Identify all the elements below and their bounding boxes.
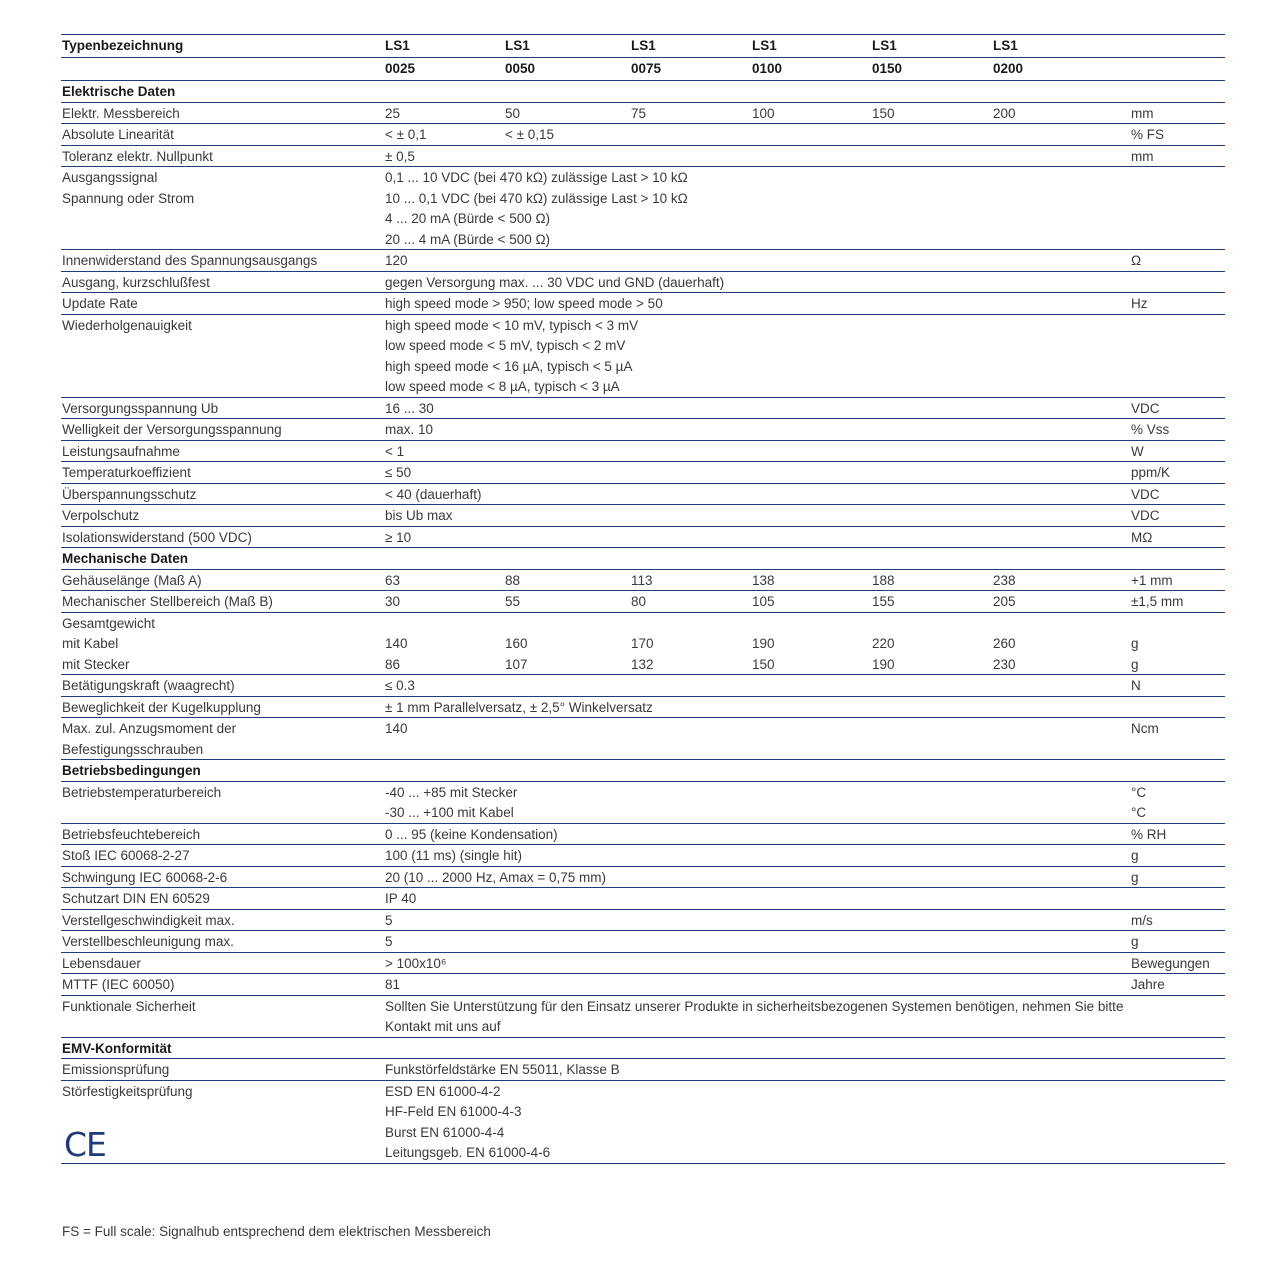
row-value: high speed mode < 16 µA, typisch < 5 µA	[385, 358, 633, 374]
row-value: 140	[385, 636, 408, 651]
table-row	[61, 124, 1225, 146]
table-row	[61, 441, 1225, 463]
row-unit: g	[1131, 848, 1139, 863]
section-header	[61, 548, 1225, 570]
header-model: 0050	[505, 61, 536, 76]
row-value: 0,1 ... 10 VDC (bei 470 kΩ) zulässige Last > 10 kΩ	[385, 170, 688, 185]
table-row	[61, 675, 1225, 697]
table-row	[61, 103, 1225, 125]
header-model: 0025	[385, 61, 416, 76]
row-label: Toleranz elektr. Nullpunkt	[62, 148, 213, 164]
row-value: 190	[872, 656, 895, 672]
row-value: 100 (11 ms) (single hit)	[385, 848, 523, 863]
row-label: Update Rate	[62, 296, 138, 311]
row-unit: g	[1131, 934, 1139, 949]
row-value: 113	[631, 572, 653, 588]
header-label: Typenbezeichnung	[62, 38, 184, 53]
row-value: ≤ 50	[385, 465, 412, 480]
row-value: 132	[631, 656, 654, 672]
table-body	[61, 81, 1225, 1164]
row-unit: % FS	[1131, 127, 1165, 142]
row-label: Betätigungskraft (waagrecht)	[62, 678, 235, 693]
row-unit: m/s	[1131, 912, 1153, 928]
table-row	[61, 718, 1225, 760]
row-unit: % Vss	[1131, 422, 1170, 437]
row-value: 5	[385, 934, 393, 949]
row-unit: g	[1131, 869, 1139, 885]
row-label: Störfestigkeitsprüfung	[62, 1083, 193, 1099]
row-value: bis Ub max	[385, 508, 453, 523]
row-value: 25	[385, 105, 401, 121]
table-row	[61, 293, 1225, 315]
row-label: Befestigungsschrauben	[62, 741, 204, 757]
row-value: max. 10	[385, 422, 434, 437]
table-row	[61, 505, 1225, 527]
row-value: 30	[385, 594, 401, 609]
row-value: 120	[385, 253, 408, 268]
row-value: Funkstörfeldstärke EN 55011, Klasse B	[385, 1062, 620, 1077]
row-value: 230	[993, 656, 1016, 672]
table-row	[61, 953, 1225, 975]
row-label: Absolute Linearität	[62, 127, 174, 142]
row-label: Max. zul. Anzugsmoment der	[62, 721, 237, 736]
row-label: Mechanischer Stellbereich (Maß B)	[62, 594, 273, 609]
row-unit: W	[1131, 443, 1144, 459]
row-value: ± 0,5	[385, 148, 415, 164]
row-label: Gehäuselänge (Maß A)	[62, 572, 202, 588]
row-value: ≤ 0.3	[385, 678, 415, 693]
table-row	[61, 570, 1225, 592]
ce-mark-text: CE	[64, 1128, 106, 1159]
row-value: 81	[385, 977, 401, 992]
row-value: 155	[872, 594, 895, 609]
row-unit: g	[1131, 636, 1139, 651]
row-value: 88	[505, 572, 521, 588]
table-row	[61, 527, 1225, 549]
row-label: Beweglichkeit der Kugelkupplung	[62, 699, 261, 715]
row-value: 16 ... 30	[385, 400, 434, 416]
row-unit: mm	[1131, 148, 1154, 164]
row-label: Temperaturkoeffizient	[62, 465, 191, 480]
row-value: 20 (10 ... 2000 Hz, Amax = 0,75 mm)	[385, 869, 606, 885]
table-row	[61, 167, 1225, 250]
table-row	[61, 1081, 1225, 1164]
row-label: Ausgangssignal	[62, 170, 158, 185]
row-unit: °C	[1131, 805, 1147, 820]
row-unit: VDC	[1131, 508, 1160, 523]
row-value: 105	[752, 594, 775, 609]
row-value: 100	[752, 105, 775, 121]
section-title: Betriebsbedingungen	[62, 763, 201, 778]
row-value: 140	[385, 721, 408, 736]
row-value: IP 40	[385, 891, 417, 906]
header-prefix: LS1	[385, 38, 410, 53]
header-model: 0200	[993, 61, 1024, 76]
table-row	[61, 1059, 1225, 1081]
row-label: Gesamtgewicht	[62, 615, 156, 631]
row-value: < 1	[385, 443, 405, 459]
row-value: 5	[385, 912, 393, 928]
row-value: Sollten Sie Unterstützung für den Einsatz unserer Produkte in sicherheitsbezogenen Systemen benötigen, nehmen Sie bitte	[385, 998, 1124, 1014]
row-label: Überspannungsschutz	[62, 486, 197, 502]
row-value: 200	[993, 105, 1016, 121]
table-row	[61, 272, 1225, 294]
row-value: 138	[752, 572, 775, 588]
header-prefix: LS1	[993, 38, 1018, 53]
row-value: 50	[505, 105, 521, 121]
table-row	[61, 462, 1225, 484]
ce-mark-icon	[64, 1129, 106, 1159]
footnote: FS = Full scale: Signalhub entsprechend dem elektrischen Messbereich	[62, 1224, 491, 1239]
section-title: Elektrische Daten	[62, 84, 176, 99]
row-label: Schutzart DIN EN 60529	[62, 891, 210, 906]
row-value: 107	[505, 656, 528, 672]
row-value: 170	[631, 636, 654, 651]
row-value: ± 1 mm Parallelversatz, ± 2,5° Winkelversatz	[385, 699, 653, 715]
row-label: Lebensdauer	[62, 955, 141, 971]
row-label: Wiederholgenauigkeit	[62, 317, 192, 333]
row-unit: VDC	[1131, 400, 1160, 416]
row-value: high speed mode < 10 mV, typisch < 3 mV	[385, 317, 639, 333]
row-unit: Bewegungen	[1131, 955, 1210, 971]
header-row-models	[61, 57, 1225, 81]
row-label: MTTF (IEC 60050)	[62, 977, 175, 992]
table-row	[61, 824, 1225, 846]
row-label: Welligkeit der Versorgungsspannung	[62, 422, 282, 437]
header-row-type	[61, 34, 1225, 57]
row-value: low speed mode < 5 mV, typisch < 2 mV	[385, 338, 626, 353]
row-label: Betriebsfeuchtebereich	[62, 826, 201, 842]
header-model: 0150	[872, 61, 903, 76]
spec-table	[61, 34, 1225, 1164]
row-value: 205	[993, 594, 1016, 609]
row-value: HF-Feld EN 61000-4-3	[385, 1104, 522, 1119]
row-label: Schwingung IEC 60068-2-6	[62, 869, 228, 885]
header-prefix: LS1	[505, 38, 530, 53]
row-label: Emissionsprüfung	[62, 1062, 170, 1077]
row-unit: Ω	[1131, 253, 1142, 268]
row-value: < 40 (dauerhaft)	[385, 486, 482, 502]
row-unit: Ncm	[1131, 721, 1159, 736]
row-label: Leistungsaufnahme	[62, 443, 180, 459]
table-row	[61, 613, 1225, 676]
row-value: 220	[872, 636, 895, 651]
row-value: -40 ... +85 mit Stecker	[385, 784, 518, 800]
row-value: gegen Versorgung max. ... 30 VDC und GND (dauerhaft)	[385, 274, 725, 290]
row-label: Stoß IEC 60068-2-27	[62, 848, 190, 863]
table-row	[61, 398, 1225, 420]
row-value: low speed mode < 8 µA, typisch < 3 µA	[385, 379, 620, 394]
row-value: 86	[385, 656, 401, 672]
row-unit: g	[1131, 656, 1139, 672]
row-value: ESD EN 61000-4-2	[385, 1083, 501, 1099]
row-unit: ±1,5 mm	[1131, 594, 1184, 609]
table-row	[61, 591, 1225, 613]
row-label: Verstellgeschwindigkeit max.	[62, 912, 235, 928]
row-unit: Jahre	[1131, 977, 1165, 992]
row-unit: N	[1131, 678, 1141, 693]
row-value: 80	[631, 594, 647, 609]
row-unit: MΩ	[1131, 529, 1153, 545]
table-row	[61, 910, 1225, 932]
row-value: 160	[505, 636, 528, 651]
row-value: 63	[385, 572, 401, 588]
row-value: 75	[631, 105, 647, 121]
row-value: Leitungsgeb. EN 61000-4-6	[385, 1145, 551, 1160]
row-unit: +1 mm	[1131, 572, 1173, 588]
row-value: 150	[872, 105, 895, 121]
table-row	[61, 315, 1225, 398]
row-value: Burst EN 61000-4-4	[385, 1124, 505, 1140]
row-value: 55	[505, 594, 521, 609]
section-title: EMV-Konformität	[62, 1040, 172, 1056]
row-value: < ± 0,1	[385, 127, 427, 142]
table-row	[61, 146, 1225, 168]
row-value: ≥ 10	[385, 529, 412, 545]
row-value: 260	[993, 636, 1016, 651]
row-label: Spannung oder Strom	[62, 190, 195, 206]
row-value: 238	[993, 572, 1016, 588]
table-row	[61, 250, 1225, 272]
section-header	[61, 81, 1225, 103]
row-unit: VDC	[1131, 486, 1160, 502]
table-row	[61, 996, 1225, 1038]
row-label: Elektr. Messbereich	[62, 105, 180, 121]
table-row	[61, 419, 1225, 441]
row-label: mit Stecker	[62, 656, 130, 672]
table-row	[61, 888, 1225, 910]
header-prefix: LS1	[631, 38, 656, 53]
row-value: 10 ... 0,1 VDC (bei 470 kΩ) zulässige Last > 10 kΩ	[385, 190, 688, 206]
row-label: mit Kabel	[62, 636, 119, 651]
row-value: 150	[752, 656, 775, 672]
row-label: Versorgungsspannung Ub	[62, 400, 219, 416]
table-row	[61, 867, 1225, 889]
header-prefix: LS1	[752, 38, 777, 53]
row-label: Verstellbeschleunigung max.	[62, 934, 234, 949]
row-unit: Hz	[1131, 296, 1148, 311]
row-label: Isolationswiderstand (500 VDC)	[62, 529, 252, 545]
section-title: Mechanische Daten	[62, 551, 189, 566]
row-value: 190	[752, 636, 775, 651]
row-value: -30 ... +100 mit Kabel	[385, 805, 514, 820]
row-value: 0 ... 95 (keine Kondensation)	[385, 826, 558, 842]
table-row	[61, 931, 1225, 953]
row-value: < ± 0,15	[505, 127, 555, 142]
table-row	[61, 484, 1225, 506]
row-value: high speed mode > 950; low speed mode > 50	[385, 296, 663, 311]
row-unit: ppm/K	[1131, 465, 1171, 480]
table-row	[61, 697, 1225, 719]
row-value: Kontakt mit uns auf	[385, 1019, 501, 1034]
row-label: Innenwiderstand des Spannungsausgangs	[62, 253, 318, 268]
row-label: Funktionale Sicherheit	[62, 998, 196, 1014]
row-value: 188	[872, 572, 895, 588]
header-prefix: LS1	[872, 38, 897, 53]
row-unit: mm	[1131, 105, 1154, 121]
header-model: 0075	[631, 61, 662, 76]
header-model: 0100	[752, 61, 783, 76]
row-unit: % RH	[1131, 826, 1167, 842]
row-label: Betriebstemperaturbereich	[62, 784, 222, 800]
table-row	[61, 782, 1225, 824]
table-row	[61, 974, 1225, 996]
row-value: 20 ... 4 mA (Bürde < 500 Ω)	[385, 231, 551, 247]
section-header	[61, 760, 1225, 782]
row-label: Ausgang, kurzschlußfest	[62, 274, 210, 290]
table-row	[61, 845, 1225, 867]
row-value: 4 ... 20 mA (Bürde < 500 Ω)	[385, 211, 551, 226]
row-label: Verpolschutz	[62, 508, 140, 523]
row-value: > 100x10⁶	[385, 955, 447, 971]
row-unit: °C	[1131, 784, 1147, 800]
section-header	[61, 1038, 1225, 1060]
